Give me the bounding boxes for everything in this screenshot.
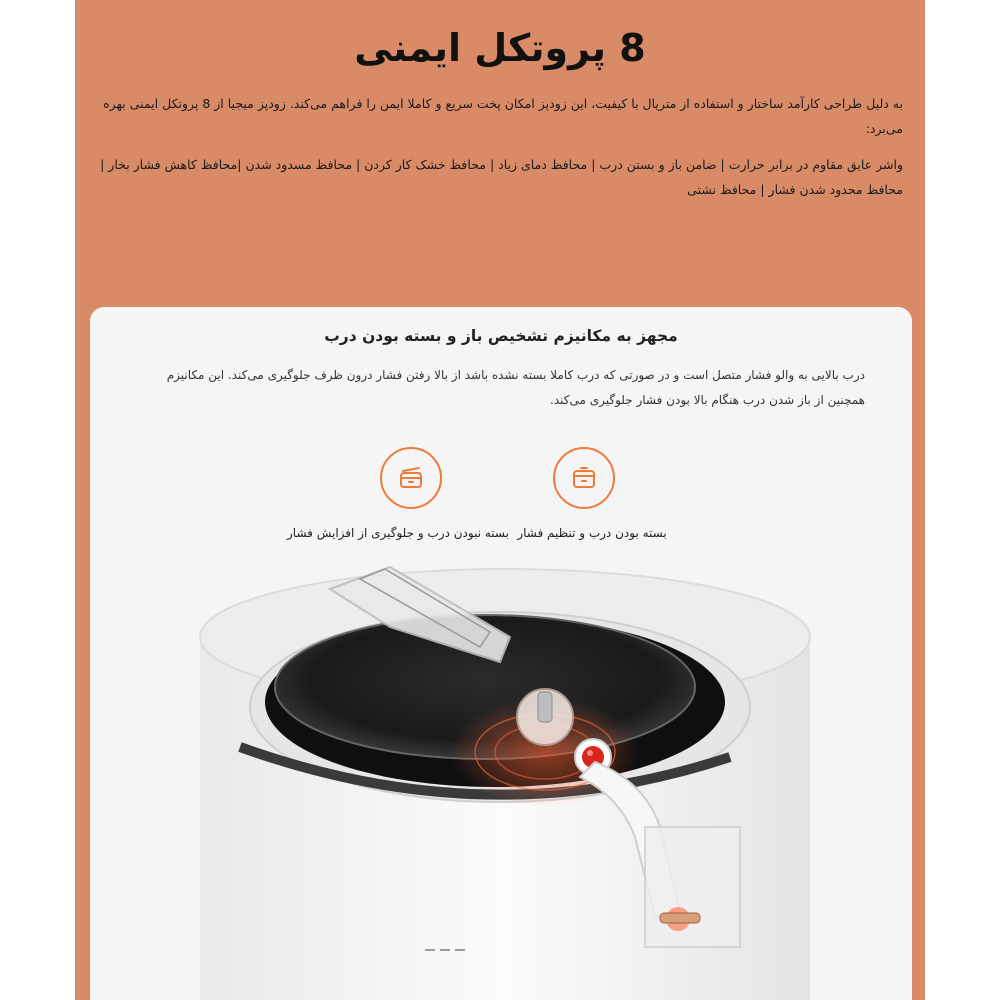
intro-paragraph: به دلیل طراحی کارآمد ساختار و استفاده از متریال با کیفیت، این زودپز امکان پخت سریع و کاملا ایمن را فراهم می‌کند. زودپز میجیا از 8 پروتکل ایمنی بهره می‌برد: <box>103 96 903 136</box>
pot-closed-icon <box>553 447 615 509</box>
pot-open-icon <box>380 447 442 509</box>
page-title: 8 پروتکل ایمنی <box>354 26 646 70</box>
mechanism-title: مجهز به مکانیزم تشخیص باز و بسته بودن درب <box>324 327 678 345</box>
feature-label-closed: بسته بودن درب و تنظیم فشار <box>517 526 667 540</box>
protocols-list: واشر عایق مقاوم در برابر حرارت | ضامن باز و بستن درب | محافظ دمای زیاد | محافظ خشک کار کردن | محافظ مسدود شدن |محافظ کاهش فشار بخار | محافظ محدود شدن فشار | محافظ نشتی <box>100 157 903 197</box>
mechanism-description: درب بالایی به والو فشار متصل است و در صورتی که درب کاملا بسته نشده باشد از بالا رفتن فشار درون ظرف جلوگیری می‌کند. این مکانیزم همچنین از باز شدن درب هنگام بالا بودن فشار جلوگیری می‌کند. <box>166 368 865 407</box>
feature-label-open: بسته نبودن درب و جلوگیری از افزایش فشار <box>287 526 509 540</box>
pressure-cooker-illustration <box>90 557 912 1000</box>
mechanism-card <box>90 307 912 1000</box>
